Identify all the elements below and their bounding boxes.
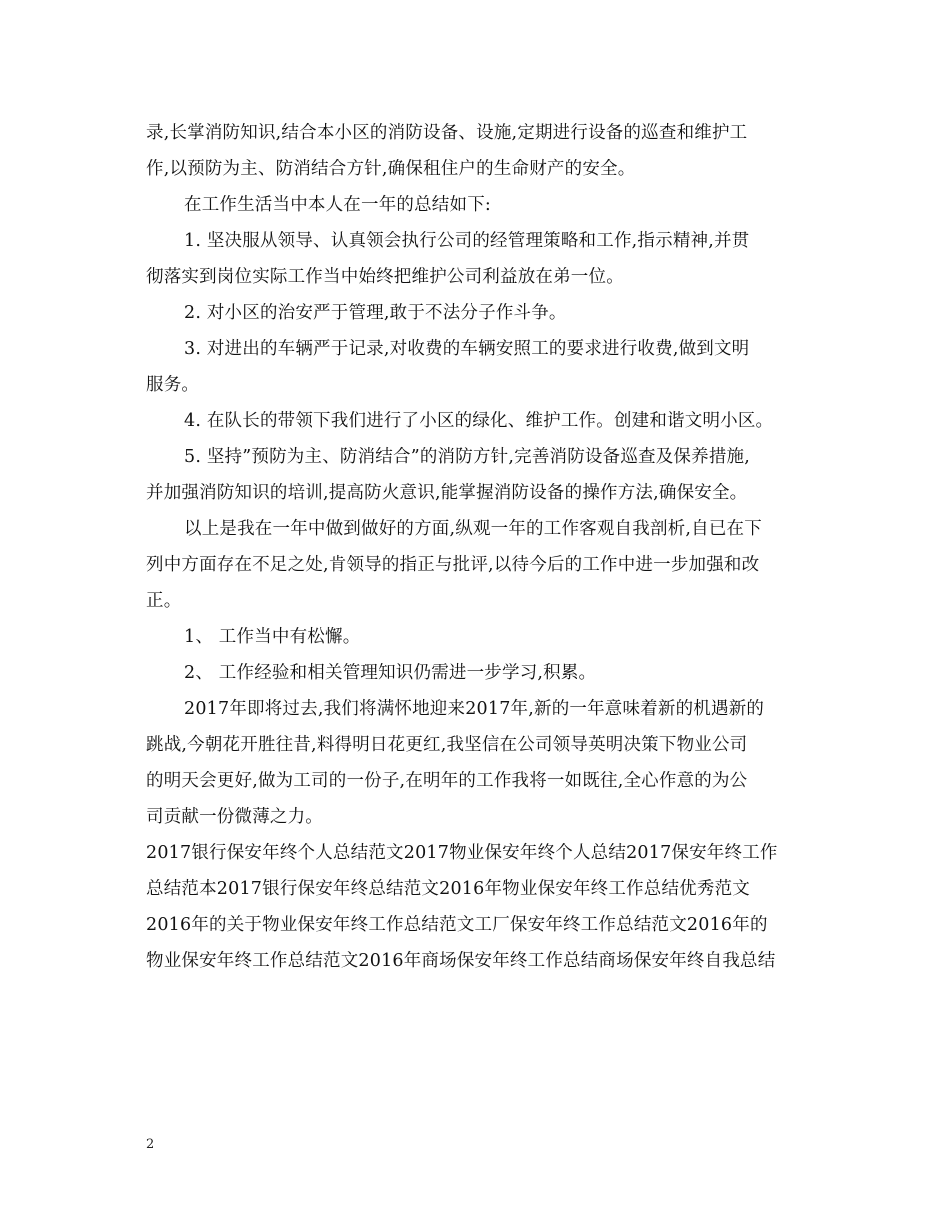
- related-links-line: 2017银行保安年终个人总结范文2017物业保安年终个人总结2017保安年终工作: [146, 843, 778, 863]
- text-line: 在工作生活当中本人在一年的总结如下:: [184, 195, 491, 215]
- related-links-line: 2016年的关于物业保安年终工作总结范文工厂保安年终工作总结范文2016年的: [146, 915, 768, 935]
- text-line: 正。: [146, 591, 182, 611]
- document-body: [146, 115, 816, 979]
- text-line: 录,长掌消防知识,结合本小区的消防设备、设施,定期进行设备的巡查和维护工: [146, 123, 748, 143]
- text-line: 并加强消防知识的培训,提高防火意识,能掌握消防设备的操作方法,确保安全。: [146, 483, 748, 503]
- text-line: 的明天会更好,做为工司的一份子,在明年的工作我将一如既往,全心作意的为公: [146, 771, 748, 791]
- related-links-line: 总结范本2017银行保安年终总结范文2016年物业保安年终工作总结优秀范文: [146, 879, 750, 899]
- list-item: 2. 对小区的治安严于管理,敢于不法分子作斗争。: [184, 303, 567, 323]
- text-line: 作,以预防为主、防消结合方针,确保租住户的生命财产的安全。: [146, 159, 636, 179]
- list-item: 2、 工作经验和相关管理知识仍需进一步学习,积累。: [184, 663, 597, 683]
- text-line: 彻落实到岗位实际工作当中始终把维护公司利益放在弟一位。: [146, 267, 624, 287]
- text-line: 服务。: [146, 375, 200, 395]
- text-line: 司贡献一份微薄之力。: [146, 807, 323, 827]
- text-line: 2017年即将过去,我们将满怀地迎来2017年,新的一年意味着新的机遇新的: [184, 699, 765, 719]
- list-item: 1、 工作当中有松懈。: [184, 627, 361, 647]
- page-number: 2: [146, 1137, 155, 1152]
- text-line: 跳战,今朝花开胜往昔,料得明日花更红,我坚信在公司领导英明决策下物业公司: [146, 735, 748, 755]
- list-item: 5. 坚持”预防为主、防消结合”的消防方针,完善消防设备巡查及保养措施,: [184, 447, 750, 467]
- list-item: 1. 坚决服从领导、认真领会执行公司的经管理策略和工作,指示精神,并贯: [184, 231, 750, 251]
- list-item: 4. 在队长的带领下我们进行了小区的绿化、维护工作。创建和谐文明小区。: [184, 411, 774, 431]
- list-item: 3. 对进出的车辆严于记录,对收费的车辆安照工的要求进行收费,做到文明: [184, 339, 750, 359]
- text-line: 以上是我在一年中做到做好的方面,纵观一年的工作客观自我剖析,自已在下: [184, 519, 762, 539]
- related-links-line: 物业保安年终工作总结范文2016年商场保安年终工作总结商场保安年终自我总结: [146, 951, 776, 971]
- text-line: 列中方面存在不足之处,肯领导的指正与批评,以待今后的工作中进一步加强和改: [146, 555, 760, 575]
